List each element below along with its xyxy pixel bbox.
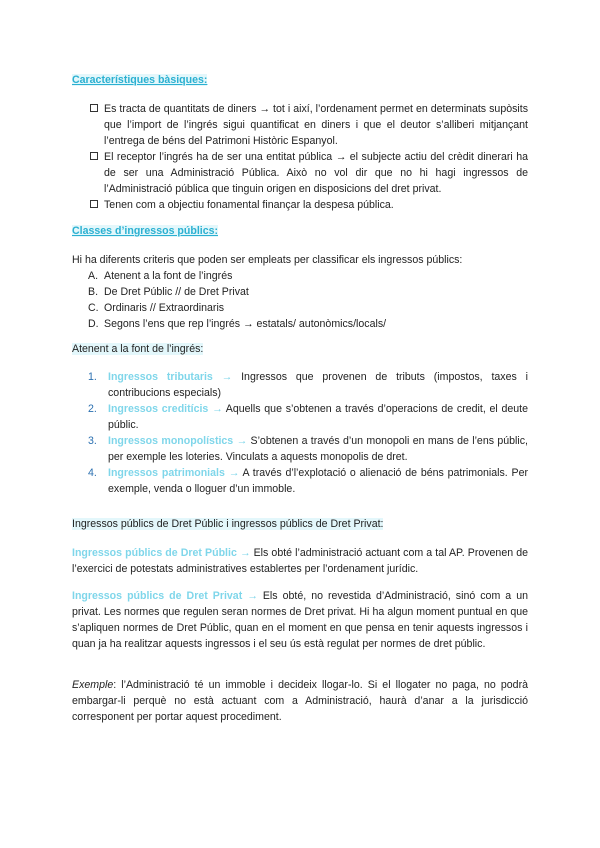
classes-list [72, 268, 528, 332]
list-item: 4. Ingressos patrimonials → A través d’l’explotació o alienació de béns patrimonials. Per exemple, venda o lloguer d’un immoble. [88, 467, 528, 495]
heading-classes: Classes d’ingressos públics: [72, 225, 219, 237]
list-item: Tenen com a objectiu fonamental finançar la despesa pública. [88, 197, 528, 213]
list-item: C. Ordinaris // Extraordinaris [88, 302, 225, 314]
section-public-private [72, 516, 528, 532]
list-item: 2. Ingressos creditícis → Aquells que s’obtenen a través d’operacions de credit, el deute públic. [88, 403, 528, 431]
classes-intro: Hi ha diferents criteris que poden ser empleats per classificar els ingressos públics: [72, 254, 463, 266]
paragraph-example: Exemple: l’Administració té un immoble i decideix llogar-lo. Si el llogater no paga, no podrà embargar-li perquè no està actuant com a Administració, haurà d’anar a la jurisdicció corresponent per portar aquest procediment. [72, 679, 528, 723]
source-list [72, 369, 528, 497]
list-item: Es tracta de quantitats de diners → tot i així, l’ordenament permet en determinats supòsits que l’import de l’ingrés sigui quantificat en diners i que el deutor s’alliberi mitjançant l’entrega de béns del Patrimoni Històric Espanyol. [88, 101, 528, 149]
characteristics-list [72, 101, 528, 213]
list-item: 1. Ingressos tributaris → Ingressos que provenen de tributs (impostos, taxes i contribucions especials) [88, 371, 528, 399]
checkbox-icon [90, 152, 98, 160]
checkbox-icon [90, 200, 98, 208]
list-item: A. Atenent a la font de l’ingrés [88, 270, 233, 282]
heading-characteristics: Característiques bàsiques: [72, 74, 208, 86]
list-item: D. Segons l’ens que rep l’ingrés → estatals/ autonòmics/locals/ [88, 318, 387, 330]
paragraph-public-law: Ingressos públics de Dret Públic → Els obté l’administració actuant com a tal AP. Provenen de l’exercici de potestats administratives establertes per l’ordenament jurídic. [72, 547, 528, 575]
section-characteristics [72, 72, 528, 88]
list-item: B. De Dret Públic // de Dret Privat [88, 286, 249, 298]
section-classes [72, 223, 528, 239]
checkbox-icon [90, 104, 98, 112]
heading-source: Atenent a la font de l’ingrés: [72, 343, 204, 355]
list-item: El receptor l’ingrés ha de ser una entitat pública → el subjecte actiu del crèdit dinerari ha de ser una Administració Pública. Això no vol dir que no hi hagi ingressos de l’Administració pública que tinguin origen en disposicions del dret privat. [88, 149, 528, 197]
list-item: 3. Ingressos monopolístics → S’obtenen a través d’un monopoli en mans de l’ens públic, per exemple les loteries. Vinculats a aquests monopolis de dret. [88, 435, 528, 463]
section-source [72, 341, 528, 357]
paragraph-private-law: Ingressos públics de Dret Privat → Els obté, no revestida d’Administració, sinó com a un privat. Les normes que regulen seran normes de Dret privat. Hi ha algun moment puntual en que s’apliquen normes de Dret Públic, quan en el moment en que pensa en tenir aquests ingressos i quan ja ha realitzar aquests ingressos i el seu ús està regulat per normes de dret públic. [72, 590, 528, 650]
heading-public-private: Ingressos públics de Dret Públic i ingressos públics de Dret Privat: [72, 518, 384, 530]
